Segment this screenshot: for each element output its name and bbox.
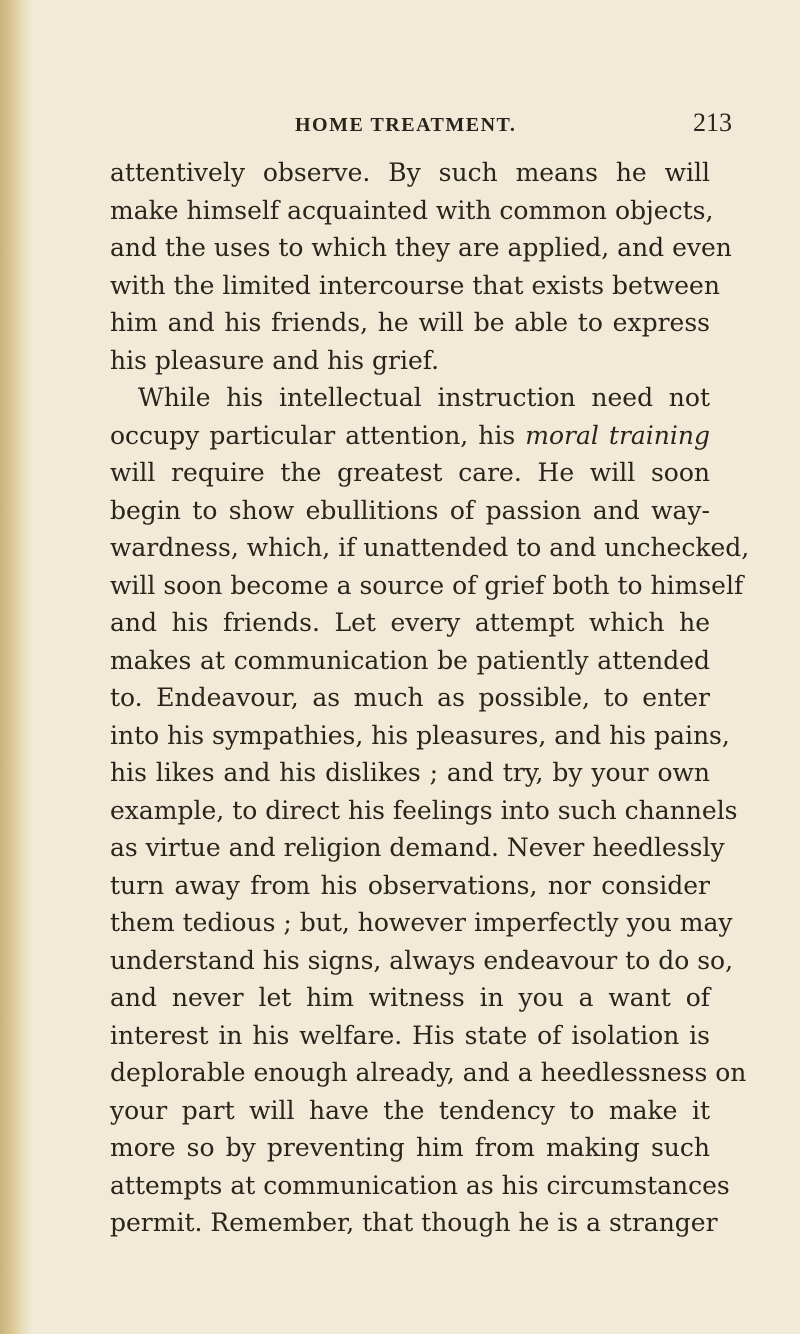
italic-phrase: moral training bbox=[525, 420, 710, 450]
text-line bbox=[110, 417, 710, 455]
paragraph-start-line: While his intellectual instruction need not bbox=[138, 383, 710, 412]
text-line: will require the greatest care. He will soon bbox=[110, 458, 710, 487]
text-line: attempts at communication as his circumstances bbox=[110, 1170, 730, 1200]
text-line: wardness, which, if unattended to and unchecked, bbox=[110, 533, 750, 562]
text-line: attentively observe. By such means he will bbox=[110, 158, 710, 187]
text-line: with the limited intercourse that exists between bbox=[110, 270, 720, 300]
text-line: and never let him witness in you a want of bbox=[110, 983, 710, 1012]
text-line: will soon become a source of grief both to himself bbox=[110, 570, 744, 600]
text-line: and the uses to which they are applied, and even bbox=[110, 233, 732, 262]
text-line: them tedious ; but, however imperfectly you may bbox=[110, 908, 733, 937]
text-line: his pleasure and his grief. bbox=[110, 345, 440, 375]
running-title: HOME TREATMENT. bbox=[295, 114, 517, 136]
text-line: deplorable enough already, and a heedlessness on bbox=[110, 1058, 747, 1087]
text-line: his likes and his dislikes ; and try, by your own bbox=[110, 758, 710, 787]
text-line: example, to direct his feelings into such channels bbox=[110, 795, 738, 825]
text-line: makes at communication be patiently attended bbox=[110, 645, 710, 675]
text-line: your part will have the tendency to make it bbox=[110, 1095, 710, 1125]
body-text bbox=[110, 154, 760, 1242]
text-line: to. Endeavour, as much as possible, to enter bbox=[110, 683, 710, 712]
book-page bbox=[110, 108, 760, 1242]
text-line: as virtue and religion demand. Never heedlessly bbox=[110, 833, 725, 862]
text-line: understand his signs, always endeavour to do so, bbox=[110, 945, 734, 975]
text-line: interest in his welfare. His state of isolation is bbox=[110, 1020, 710, 1050]
text-line: more so by preventing him from making such bbox=[110, 1133, 710, 1162]
page-number: 213 bbox=[693, 108, 732, 137]
page-gutter-shadow bbox=[0, 0, 32, 1334]
text-span: occupy particular attention, his bbox=[110, 420, 516, 450]
running-head bbox=[110, 108, 760, 148]
text-line: turn away from his observations, nor consider bbox=[110, 870, 710, 900]
text-line: into his sympathies, his pleasures, and his pains, bbox=[110, 720, 730, 750]
text-line: begin to show ebullitions of passion and way- bbox=[110, 495, 710, 525]
text-line: permit. Remember, that though he is a stranger bbox=[110, 1208, 718, 1237]
text-line: and his friends. Let every attempt which he bbox=[110, 608, 710, 637]
text-line: him and his friends, he will be able to express bbox=[110, 308, 710, 337]
text-line: make himself acquainted with common objects, bbox=[110, 195, 714, 225]
